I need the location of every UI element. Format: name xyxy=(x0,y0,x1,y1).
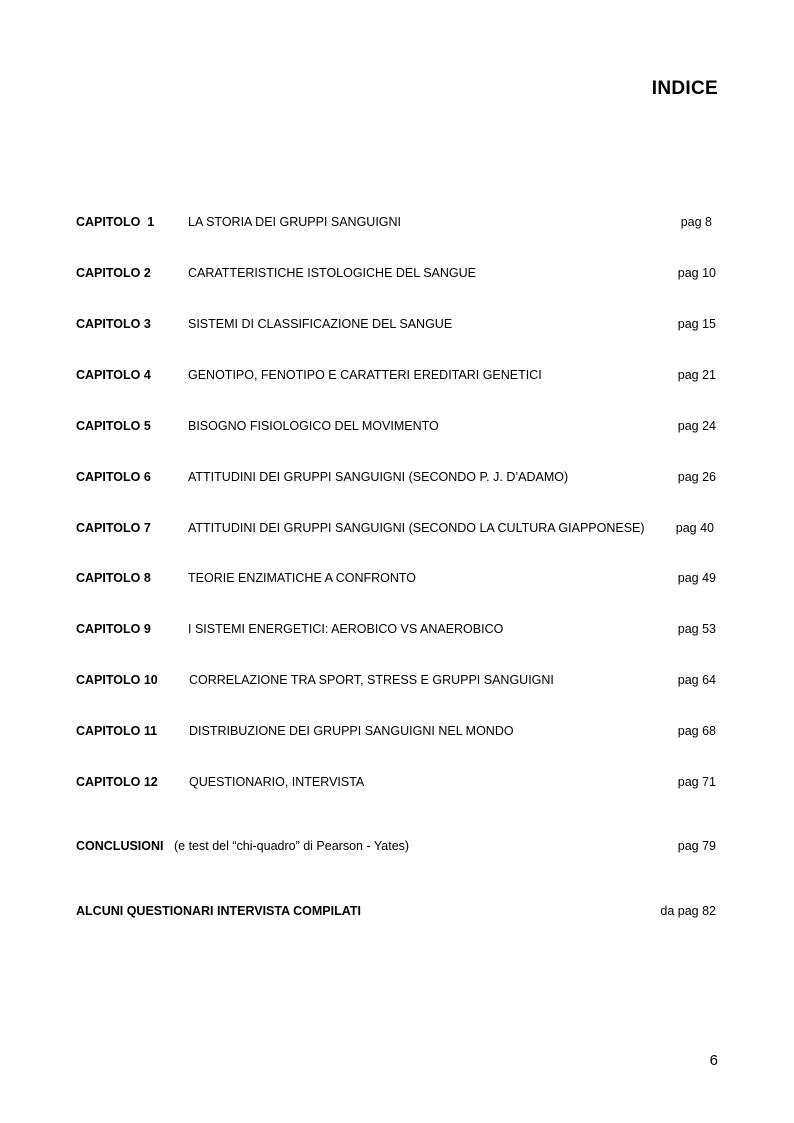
toc-conclusions-subtitle: (e test del “chi-quadro” di Pearson - Yates) xyxy=(174,839,410,853)
toc-entry[interactable] xyxy=(76,365,718,385)
toc-chapter-title: LA STORIA DEI GRUPPI SANGUIGNI xyxy=(188,215,402,229)
toc-chapter-title: TEORIE ENZIMATICHE A CONFRONTO xyxy=(188,571,417,585)
toc-chapter-label: CAPITOLO 7 xyxy=(76,521,151,535)
toc-entry[interactable] xyxy=(76,670,718,690)
toc-page-ref: pag 40 xyxy=(675,521,714,535)
toc-entry-conclusions[interactable] xyxy=(76,836,718,856)
toc-chapter-title: BISOGNO FISIOLOGICO DEL MOVIMENTO xyxy=(188,419,439,433)
toc-entry[interactable] xyxy=(76,314,718,334)
toc-chapter-label: CAPITOLO 4 xyxy=(76,368,151,382)
toc-chapter-label: CAPITOLO 1 xyxy=(76,215,155,229)
toc-chapter-title: CORRELAZIONE TRA SPORT, STRESS E GRUPPI SANGUIGNI xyxy=(189,673,554,687)
toc-page-ref: pag 21 xyxy=(677,368,716,382)
toc-conclusions-label: CONCLUSIONI xyxy=(76,839,164,853)
toc-page-ref: pag 68 xyxy=(677,724,716,738)
toc-entry[interactable] xyxy=(76,416,718,436)
toc-page-ref: pag 71 xyxy=(677,775,716,789)
toc-page-ref: pag 53 xyxy=(677,622,716,636)
toc-chapter-label: CAPITOLO 2 xyxy=(76,266,151,280)
toc-questionnaires-label: ALCUNI QUESTIONARI INTERVISTA COMPILATI xyxy=(76,904,361,918)
toc-page-ref: pag 8 xyxy=(680,215,712,229)
page-title: INDICE xyxy=(651,78,718,99)
toc-entry[interactable] xyxy=(76,212,718,232)
toc-page-ref: da pag 82 xyxy=(660,904,716,918)
toc-entry[interactable] xyxy=(76,772,718,792)
toc-entry[interactable] xyxy=(76,467,718,487)
toc-chapter-label: CAPITOLO 5 xyxy=(76,419,151,433)
toc-chapter-label: CAPITOLO 9 xyxy=(76,622,151,636)
toc-chapter-title: ATTITUDINI DEI GRUPPI SANGUIGNI (SECONDO P. J. D’ADAMO) xyxy=(188,470,569,484)
toc-chapter-label: CAPITOLO 8 xyxy=(76,571,151,585)
toc-chapter-label: CAPITOLO 10 xyxy=(76,673,158,687)
toc-entry[interactable] xyxy=(76,619,718,639)
toc-entry[interactable] xyxy=(76,263,718,283)
toc-entry[interactable] xyxy=(76,518,718,538)
toc-page-ref: pag 79 xyxy=(677,839,716,853)
toc-page-ref: pag 10 xyxy=(677,266,716,280)
toc-page-ref: pag 26 xyxy=(677,470,716,484)
toc-chapter-title: I SISTEMI ENERGETICI: AEROBICO VS ANAEROBICO xyxy=(188,622,504,636)
toc-entry[interactable] xyxy=(76,568,718,588)
toc-entry-questionnaires[interactable] xyxy=(76,901,718,921)
toc-chapter-title: SISTEMI DI CLASSIFICAZIONE DEL SANGUE xyxy=(188,317,453,331)
toc-chapter-title: QUESTIONARIO, INTERVISTA xyxy=(189,775,365,789)
toc-chapter-label: CAPITOLO 11 xyxy=(76,724,158,738)
toc-page-ref: pag 24 xyxy=(677,419,716,433)
toc-page-ref: pag 49 xyxy=(677,571,716,585)
toc-page-ref: pag 15 xyxy=(677,317,716,331)
toc-chapter-title: CARATTERISTICHE ISTOLOGICHE DEL SANGUE xyxy=(188,266,477,280)
toc-chapter-title: GENOTIPO, FENOTIPO E CARATTERI EREDITARI GENETICI xyxy=(188,368,542,382)
toc-chapter-label: CAPITOLO 6 xyxy=(76,470,151,484)
toc-chapter-title: DISTRIBUZIONE DEI GRUPPI SANGUIGNI NEL MONDO xyxy=(189,724,514,738)
toc-entry[interactable] xyxy=(76,721,718,741)
toc-chapter-label: CAPITOLO 3 xyxy=(76,317,151,331)
toc-page-ref: pag 64 xyxy=(677,673,716,687)
toc-chapter-label: CAPITOLO 12 xyxy=(76,775,158,789)
toc-chapter-title: ATTITUDINI DEI GRUPPI SANGUIGNI (SECONDO LA CULTURA GIAPPONESE) xyxy=(188,521,645,535)
page-number: 6 xyxy=(709,1052,718,1069)
